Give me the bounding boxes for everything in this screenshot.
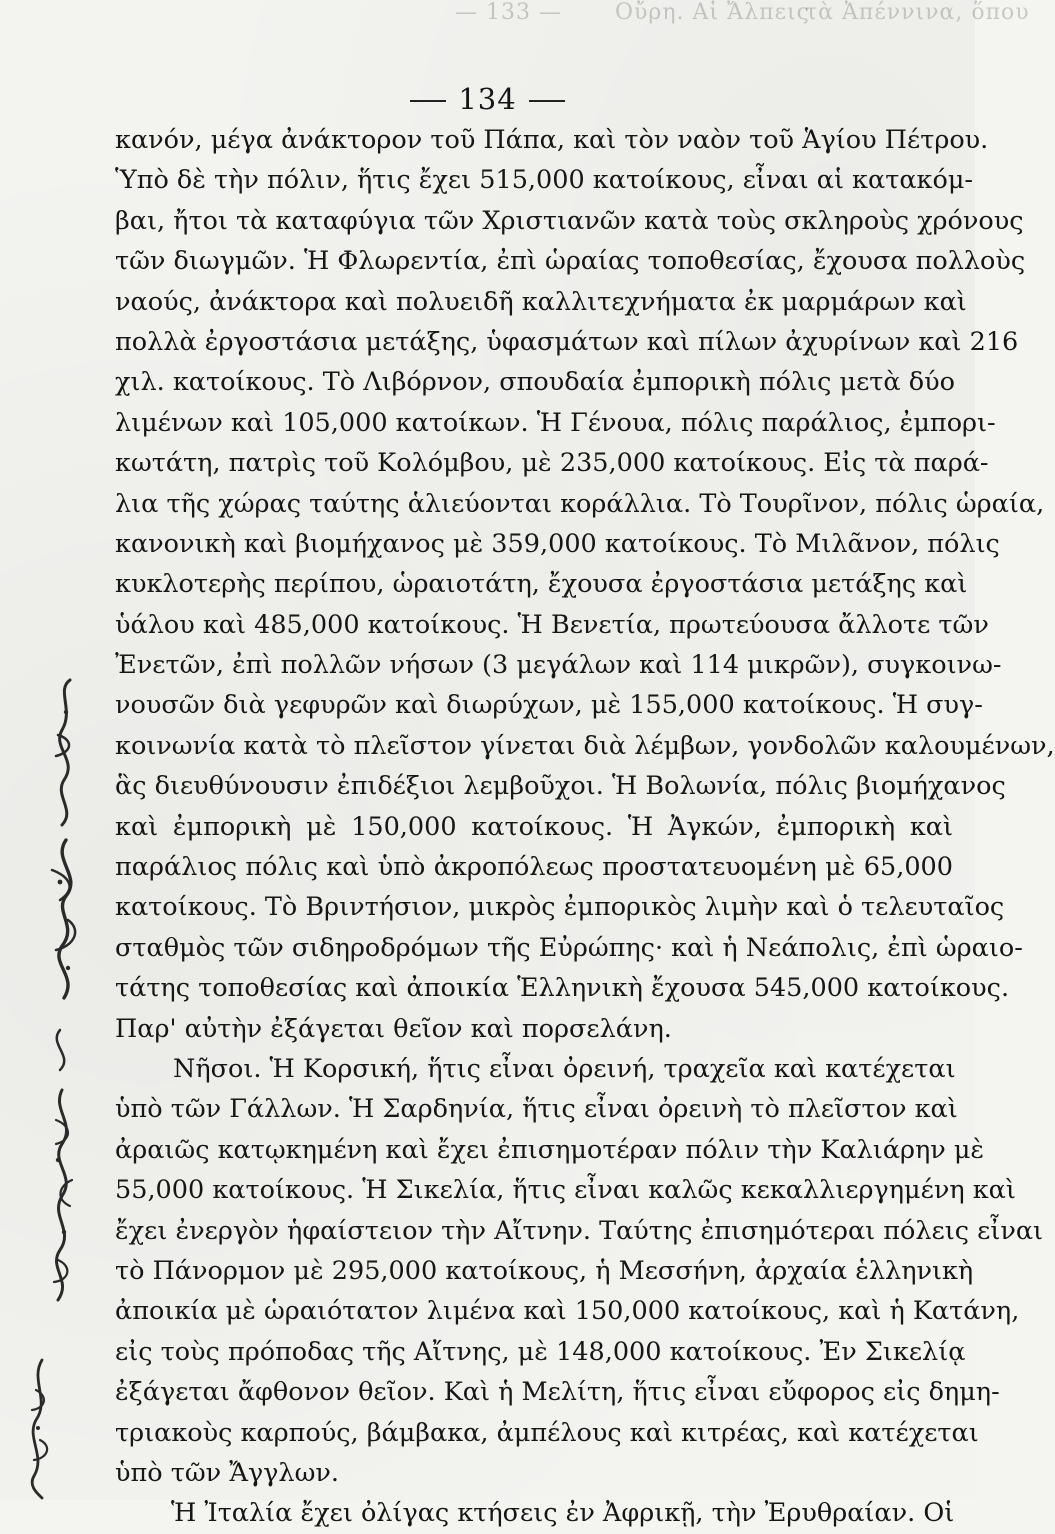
text-line: παράλιος πόλις καὶ ὑπὸ ἀκροπόλεως προστατευομένη μὲ 65,000: [115, 852, 953, 883]
text-line-paragraph-end: ὑπὸ τῶν Ἄγγλων.: [115, 1457, 339, 1488]
handwritten-margin-note: [12, 620, 102, 1500]
page-number: [0, 82, 975, 116]
text-line: νουσῶν διὰ γεφυρῶν καὶ διωρύχων, μὲ 155,000 κατοίκους. Ἡ συγ-: [115, 690, 983, 721]
text-line: ὑάλου καὶ 485,000 κατοίκους. Ἡ Βενετία, πρωτεύουσα ἄλλοτε τῶν: [115, 609, 989, 640]
text-line: ὑπὸ τῶν Γάλλων. Ἡ Σαρδηνία, ἥτις εἶναι ὀρεινὴ τὸ πλεῖστον καὶ: [115, 1094, 958, 1125]
text-line: ἀραιῶς κατῳκημένη καὶ ἔχει ἐπισημοτέραν πόλιν τὴν Καλιάρην μὲ: [115, 1134, 985, 1165]
bleed-through-text-1: Οὔρη. Αἱ Ἄλπεις: [615, 0, 810, 25]
page-number-dash-right: [529, 100, 565, 102]
text-line: κοινωνία κατὰ τὸ πλεῖστον γίνεται διὰ λέμβων, γονδολῶν καλουμένων,: [115, 730, 1055, 761]
bleed-through-page-number: — 133 —: [455, 0, 562, 25]
text-line: πολλὰ ἐργοστάσια μετάξης, ὑφασμάτων καὶ πίλων ἀχυρίνων καὶ 216: [115, 326, 1019, 357]
page-number-dash-left: [410, 100, 446, 102]
text-line: καὶ ἐμπορικὴ μὲ 150,000 κατοίκους. Ἡ Ἀγκών, ἐμπορικὴ καὶ: [115, 811, 953, 842]
page-number-value: 134: [458, 82, 517, 116]
text-line: εἰς τοὺς πρόποδας τῆς Αἴτνης, μὲ 148,000 κατοίκους. Ἐν Σικελίᾳ: [115, 1336, 966, 1367]
text-line: χιλ. κατοίκους. Τὸ Λιβόρνον, σπουδαία ἐμπορικὴ πόλις μετὰ δύο: [115, 367, 955, 398]
text-line: κατοίκους. Τὸ Βρινтήσιον, μικρὸς ἐμπορικὸς λιμὴν καὶ ὁ τελευταῖος: [115, 892, 1005, 923]
text-line: κυκλοτερὴς περίπου, ὡραιοτάτη, ἔχουσα ἐργοστάσια μετάξης καὶ: [115, 569, 968, 600]
text-line: ἀποικία μὲ ὡραιότατον λιμένα καὶ 150,000 κατοίκους, καὶ ἡ Κατάνη,: [115, 1296, 1020, 1327]
text-line-paragraph-start: Ἡ Ἰταλία ἔχει ὀλίγας κτήσεις ἐν Ἀφρικῇ, τὴν Ἐρυθραίαν. Οἱ: [171, 1498, 955, 1529]
text-line: σταθμὸς τῶν σιδηροδρόμων τῆς Εὐρώπης· καὶ ἡ Νεάπολις, ἐπὶ ὡραιο-: [115, 932, 1023, 963]
text-line: 55,000 κατοίκους. Ἡ Σικελία, ἥτις εἶναι καλῶς κεκαλλιεργημένη καὶ: [115, 1175, 1016, 1206]
text-line: λιμένων καὶ 105,000 κατοίκων. Ἡ Γένουα, πόλις παράλιος, ἐμπορι-: [115, 407, 996, 438]
text-line: τῶν διωγμῶν. Ἡ Φλωρεντία, ἐπὶ ὡραίας τοποθεσίας, ἔχουσα πολλοὺς: [115, 246, 1026, 277]
text-line: τάτης τοποθεσίας καὶ ἀποικία Ἑλληνικὴ ἔχουσα 545,000 κατοίκους.: [115, 973, 1010, 1004]
text-line-paragraph-end: Παρ' αὐτὴν ἐξάγεται θεῖον καὶ πορσελάνη.: [115, 1013, 672, 1044]
text-line: κανόν, μέγα ἀνάκτορον τοῦ Πάπα, καὶ τὸν ναὸν τοῦ Ἁγίου Πέτρου.: [115, 125, 989, 155]
bleed-through-text-2: τὰ Ἀπέννινα, ὅπου: [805, 0, 1030, 25]
text-line: ἐξάγεται ἄφθονον θεῖον. Καὶ ἡ Μελίτη, ἥτις εἶναι εὔφορος εἰς δημη-: [115, 1377, 1000, 1408]
text-line: λια τῆς χώρας ταύτης ἁλιεύονται κοράλλια. Τὸ Τουρῖνον, πόλις ὡραία,: [115, 488, 1045, 519]
handwritten-scribble-image: [12, 620, 102, 1500]
text-line: τὸ Πάνορμον μὲ 295,000 κατοίκους, ἡ Μεσσήνη, ἀρχαία ἑλληνικὴ: [115, 1255, 974, 1286]
text-line: βαι, ἤτοι τὰ καταφύγια τῶν Χριστιανῶν κατὰ τοὺς σκληροὺς χρόνους: [115, 205, 1024, 236]
text-line: τριακοὺς καρπούς, βάμβακα, ἀμπέλους καὶ κιτρέας, καὶ κατέχεται: [115, 1417, 979, 1448]
text-line: Ἐνετῶν, ἐπὶ πολλῶν νήσων (3 μεγάλων καὶ 114 μικρῶν), συγκοινω-: [115, 650, 1002, 681]
text-line: ναούς, ἀνάκτορα καὶ πολυειδῆ καλλιτεχνήματα ἐκ μαρμάρων καὶ: [115, 286, 967, 317]
text-line: κωτάτη, πατρὶς τοῦ Κολόμβου, μὲ 235,000 κατοίκους. Εἰς τὰ παρά-: [115, 448, 989, 479]
body-text: [115, 120, 1055, 1534]
text-line: ἃς διευθύνουσιν ἐπιδέξιοι λεμβοῦχοι. Ἡ Βολωνία, πόλις βιομήχανος: [115, 771, 1006, 802]
section-islands-first-line: Νῆσοι. Ἡ Κορσική, ἥτις εἶναι ὀρεινή, τραχεῖα καὶ κατέχεται: [173, 1053, 956, 1084]
text-line: Ὑπὸ δὲ τὴν πόλιν, ἥτις ἔχει 515,000 κατοίκους, εἶναι αἱ κατακόμ-: [115, 165, 974, 196]
text-line: ἔχει ἐνεργὸν ἡφαίστειον τὴν Αἴτνην. Ταύτης ἐπισημότεραι πόλεις εἶναι: [115, 1215, 1044, 1246]
text-line: κανονικὴ καὶ βιομήχανος μὲ 359,000 κατοίκους. Τὸ Μιλᾶνον, πόλις: [115, 528, 1000, 559]
